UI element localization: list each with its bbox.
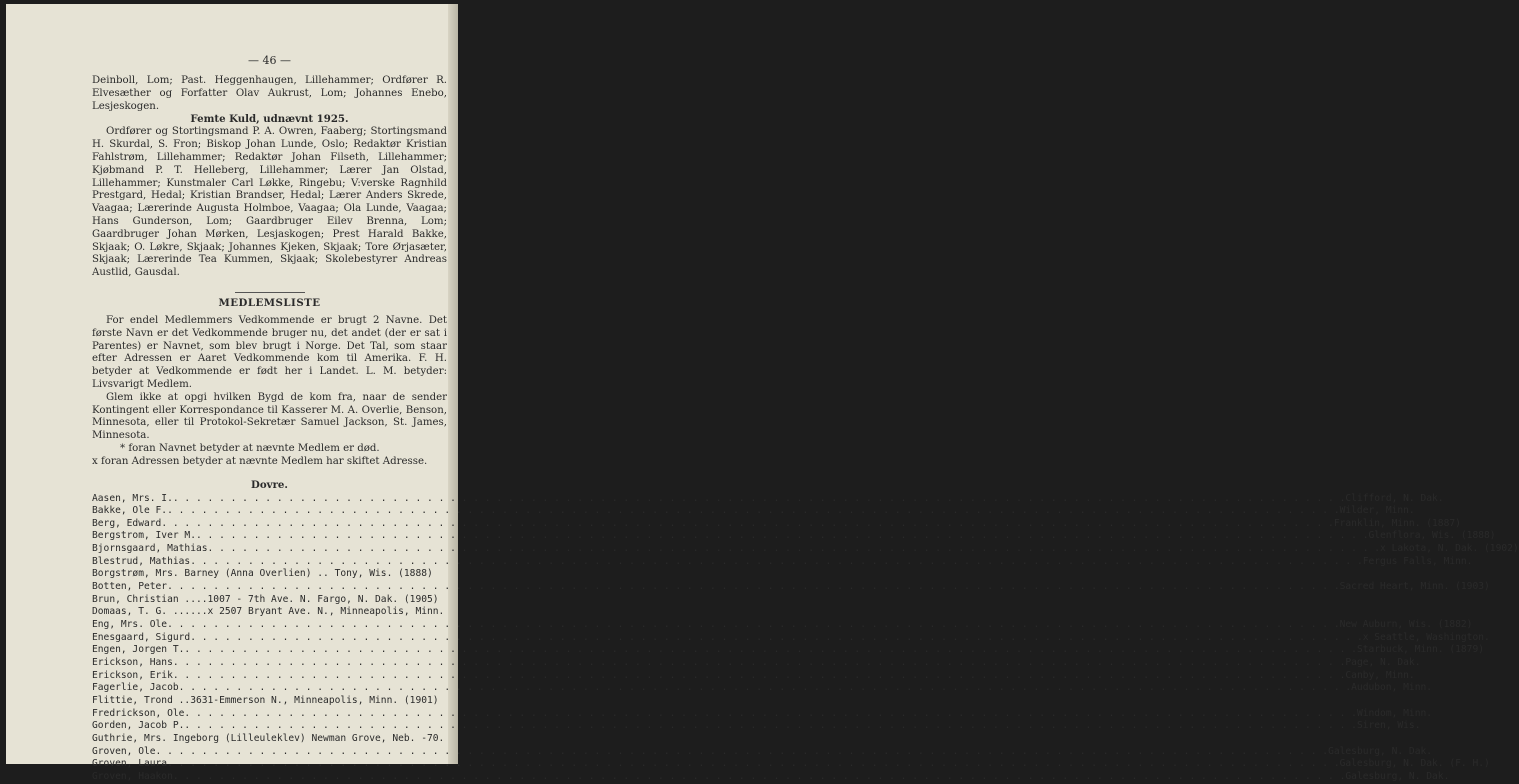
member-address: Galesburg, N. Dak. — [1328, 745, 1433, 757]
member-entry: Flittie, Trond ..3631-Emmerson N., Minneapolis, Minn. (1901) — [92, 695, 439, 707]
member-row — [92, 517, 1461, 531]
medlemsliste-paragraph-1: For endel Medlemmers Vedkommende er brugt 2 Navne. Det første Navn er det Vedkommende bruger nu, det andet (der er sat i Parentes) er Navnet, som blev brugt i Norge. Det Tal, som staar efter Adressen er Aaret Vedkommende kom til Amerika. F. H. betyder at Vedkommende er født her i Landet. L. M. betyder: Livsvarigt Medlem. — [92, 314, 447, 390]
dot-leader — [173, 771, 1346, 784]
member-entry: Brun, Christian ....1007 - 7th Ave. N. Fargo, N. Dak. (1905) — [92, 593, 439, 605]
member-entry: Guthrie, Mrs. Ingeborg (Lilleuleklev) Newman Grove, Neb. -70. — [92, 732, 445, 744]
member-entry: Domaas, T. G. ......x 2507 Bryant Ave. N., Minneapolis, Minn. — [92, 606, 445, 618]
member-name: Bergstrom, Iver M. — [92, 530, 196, 542]
member-name: Eng, Mrs. Ole — [92, 619, 168, 631]
member-address: Franklin, Minn. (1887) — [1333, 517, 1461, 529]
medlemsliste-paragraph-2: Glem ikke at opgi hvilken Bygd de kom fra, naar de sender Kontingent eller Korrespondance til Kasserer M. A. Overlie, Benson, Minnesota, eller til Protokol-Sekretær Samuel Jackson, St. James, Minnesota. — [92, 391, 447, 442]
member-name: Blestrud, Mathias — [92, 555, 191, 567]
member-row — [92, 594, 447, 607]
dot-leader — [190, 556, 1363, 569]
dot-leader — [167, 581, 1340, 594]
note-deceased: * foran Navnet betyder at nævnte Medlem er død. — [120, 442, 380, 454]
dot-leader — [184, 644, 1357, 657]
member-name: Enesgaard, Sigurd — [92, 631, 191, 643]
member-address: Windom, Minn. — [1356, 707, 1433, 719]
member-address: Fergus Falls, Minn. — [1362, 555, 1473, 567]
member-row — [92, 555, 1473, 569]
member-name: Groven, Ole — [92, 745, 156, 757]
book-page — [6, 4, 1519, 782]
member-address: New Auburn, Wis. (1882) — [1339, 619, 1473, 631]
member-address: Starbuck, Minn. (1879) — [1356, 644, 1485, 656]
member-name: Bakke, Ole F. — [92, 505, 168, 517]
intro-paragraph: Deinboll, Lom; Past. Heggenhaugen, Lillehammer; Ordfører R. Elvesæther og Forfatter Olav Aukrust, Lom; Johannes Enebo, Lesjeskogen. — [92, 75, 447, 112]
dot-leader — [184, 708, 1357, 721]
medlemsliste-title: MEDLEMSLISTE — [218, 296, 321, 309]
member-address: x Lakota, N. Dak. (1902) — [1380, 543, 1519, 555]
member-address: Galesburg, N. Dak. (F. H.) — [1339, 758, 1490, 770]
member-address: Sacred Heart, Minn. (1903) — [1339, 581, 1490, 593]
region-title: Dovre. — [251, 478, 288, 491]
member-address: Glenflora, Wis. (1888) — [1368, 530, 1496, 542]
member-row — [92, 720, 1421, 733]
member-row — [92, 733, 447, 746]
dot-leader — [161, 518, 1334, 531]
member-row — [92, 505, 1415, 518]
member-row — [92, 644, 1485, 657]
member-row — [92, 669, 1415, 683]
member-address: Audubon, Minn. — [1351, 682, 1433, 694]
dot-leader — [179, 682, 1352, 695]
member-address: Wilder, Minn. — [1339, 505, 1415, 517]
member-address: Siren, Wis. — [1356, 720, 1421, 732]
dot-leader — [156, 746, 1329, 759]
member-address: Clifford, N. Dak. — [1345, 492, 1444, 504]
member-name: Bjornsgaard, Mathias — [92, 543, 208, 555]
member-row — [92, 543, 1519, 556]
member-address: Page, N. Dak. — [1345, 657, 1421, 669]
dot-leader — [196, 530, 1369, 543]
note-address-change: x foran Adressen betyder at nævnte Medlem har skiftet Adresse. — [92, 455, 428, 467]
member-row — [92, 707, 1433, 721]
dot-leader — [173, 657, 1346, 670]
dot-leader — [190, 632, 1363, 645]
femte-kuld-heading: Femte Kuld, udnævnt 1925. — [190, 113, 349, 126]
member-name: Botten, Peter — [92, 581, 168, 593]
member-row — [92, 770, 1450, 784]
member-address: Canby, Minn. — [1345, 669, 1415, 681]
member-row — [92, 581, 1490, 594]
member-address: Galesburg, N. Dak. — [1345, 770, 1450, 782]
dot-leader — [167, 758, 1340, 771]
dot-leader — [167, 505, 1340, 518]
member-row — [92, 530, 1496, 543]
member-name: Groven, Laura — [92, 758, 168, 770]
page-number: — 46 — — [248, 54, 291, 67]
member-name: Gorden, Jacob P. — [92, 720, 185, 732]
member-name: Engen, Jorgen T. — [92, 644, 185, 656]
member-row — [92, 492, 1444, 506]
member-row — [92, 619, 1473, 632]
member-row — [92, 631, 1490, 645]
dot-leader — [173, 493, 1346, 506]
member-name: Fredrickson, Ole — [92, 707, 185, 719]
dot-leader — [167, 619, 1340, 632]
member-name: Erickson, Erik — [92, 669, 173, 681]
member-row — [92, 568, 447, 581]
member-entry: Borgstrøm, Mrs. Barney (Anna Overlien) .. Tony, Wis. (1888) — [92, 568, 433, 580]
dot-leader — [173, 670, 1346, 683]
member-row — [92, 606, 447, 619]
member-row — [92, 682, 1433, 695]
member-name: Erickson, Hans — [92, 657, 173, 669]
member-address: x Seattle, Washington. — [1362, 631, 1490, 643]
dot-leader — [208, 543, 1381, 556]
femte-kuld-paragraph: Ordfører og Stortingsmand P. A. Owren, Faaberg; Stortingsmand H. Skurdal, S. Fron; Biskop Johan Lunde, Oslo; Redaktør Kristian Fahlstrøm, Lillehammer; Redaktør Johan Filseth, Lillehammer; Kjøbmand P. T. Helleberg, Lillehammer; Lærer Jan Olstad, Lillehammer; Kunstmaler Carl Løkke, Ringebu; V:verske Ragnhild Prestgard, Hedal; Kristian Brandser, Hedal; Lærer Anders Skrede, Vaagaa; Lærerinde Augusta Holmboe, Vaagaa; Ola Lunde, Vaagaa; Hans Gunderson, Lom; Gaardbruger Eilev Brenna, Lom; Gaardbruger Johan Mørken, Lesjaskogen; Prest Harald Bakke, Skjaak; O. Løkre, Skjaak; Johannes Kjeken, Skjaak; Tore Ørjasæter, Skjaak; Lærerinde Tea Kummen, Skjaak; Skolebestyrer Andreas Austlid, Gausdal. — [92, 126, 447, 279]
member-row — [92, 758, 1490, 771]
member-row — [92, 657, 1421, 670]
member-name: Fagerlie, Jacob — [92, 682, 179, 694]
member-row — [92, 745, 1433, 759]
member-name: Groven, Haakon — [92, 770, 173, 782]
member-row — [92, 695, 447, 708]
section-divider — [235, 292, 305, 293]
member-name: Aasen, Mrs. I. — [92, 492, 173, 504]
dot-leader — [184, 720, 1357, 733]
page-content — [92, 54, 1519, 784]
member-list — [92, 492, 1519, 784]
member-name: Berg, Edward — [92, 517, 162, 529]
